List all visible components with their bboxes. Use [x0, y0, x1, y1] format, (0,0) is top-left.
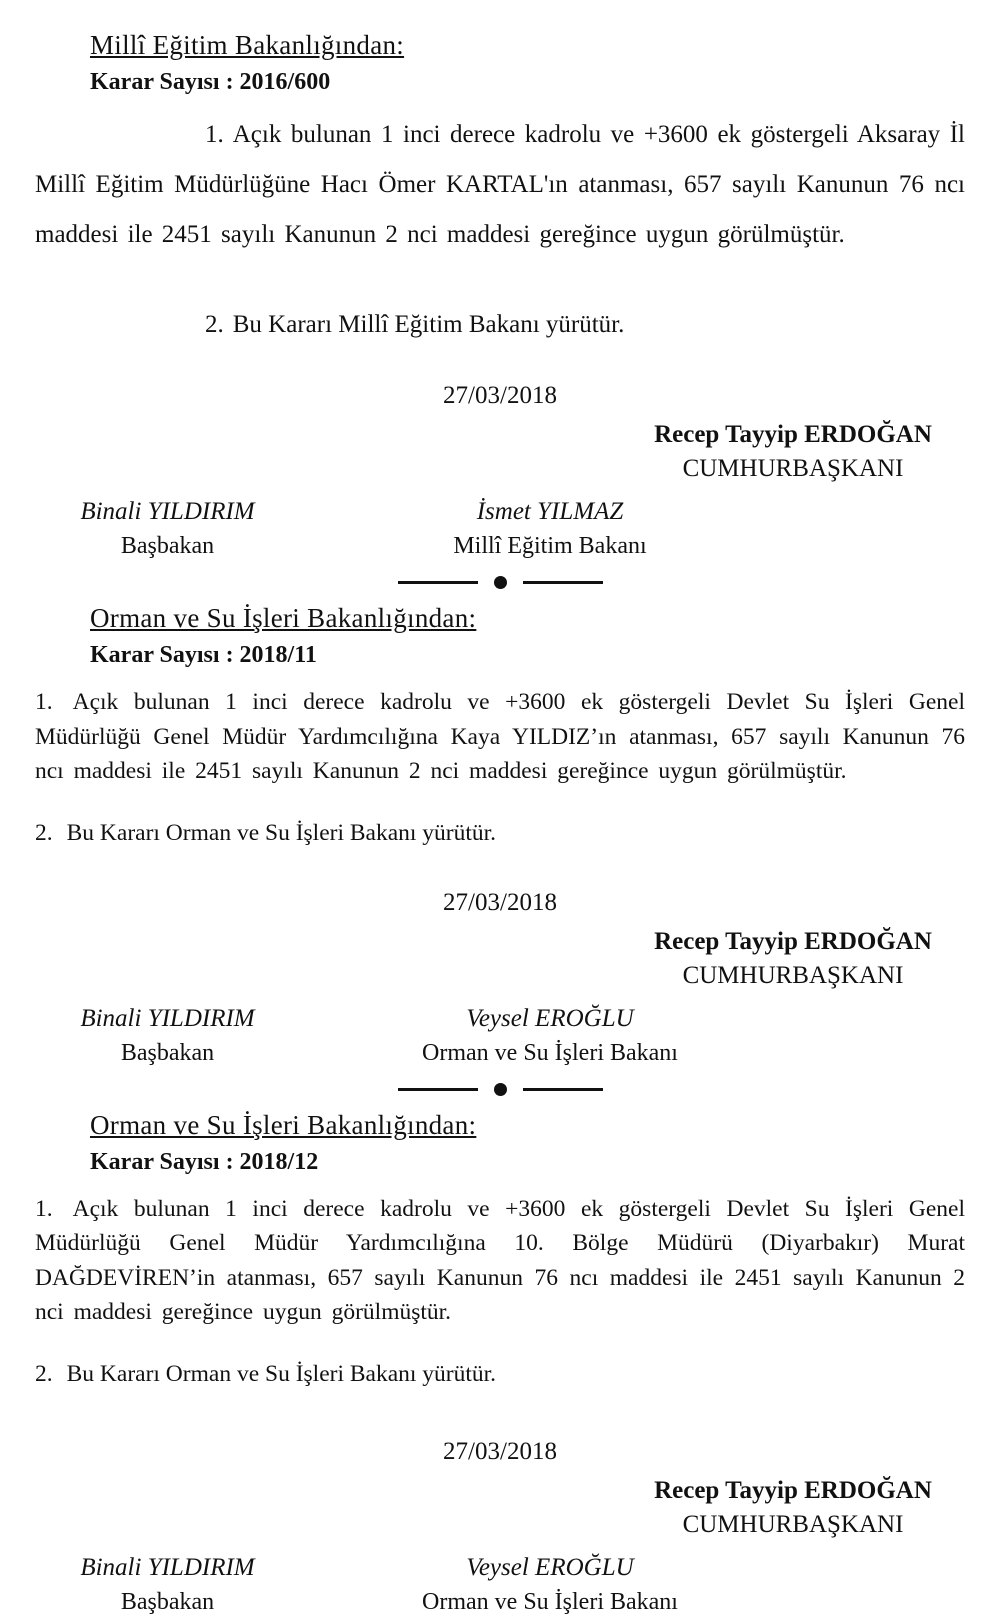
item-number: 2. — [35, 1360, 53, 1387]
president-name: Recep Tayyip ERDOĞAN — [654, 1476, 932, 1504]
decision-number: Karar Sayısı : 2016/600 — [90, 69, 331, 95]
separator-line — [523, 1088, 603, 1091]
signature-row — [0, 1003, 1000, 1069]
signatory-minister — [335, 1552, 765, 1618]
president-signature — [628, 925, 958, 993]
item-text: Açık bulunan 1 inci derece kadrolu ve +3600 ek göstergeli Devlet Su İşleri Genel Müdürlüğü Genel Müdür Yardımcılığına Kaya YILDIZ’ın atanması, 657 sayılı Kanunun 76 ncı maddesi ile 2451 sayılı Kanunun 2 nci maddesi gereğince uygun görülmüştür. — [35, 689, 965, 784]
signatory-title: Millî Eğitim Bakanı — [453, 533, 647, 559]
signature-row — [0, 496, 1000, 562]
item-number: 2. — [205, 311, 224, 338]
signatory-prime-minister — [0, 496, 335, 562]
president-title: CUMHURBAŞKANI — [682, 455, 904, 482]
item-text: Bu Kararı Millî Eğitim Bakanı yürütür. — [232, 311, 625, 338]
signatory-title: Orman ve Su İşleri Bakanı — [422, 1039, 678, 1066]
president-title: CUMHURBAŞKANI — [682, 1510, 904, 1538]
separator-dot — [494, 1083, 507, 1096]
president-title: CUMHURBAŞKANI — [682, 961, 904, 989]
signatory-title: Başbakan — [120, 1588, 215, 1615]
section-separator — [0, 1083, 1000, 1096]
item-text: Bu Kararı Orman ve Su İşleri Bakanı yürütür. — [66, 1360, 497, 1387]
decision-date: 27/03/2018 — [443, 1437, 557, 1465]
separator-dot — [494, 576, 507, 589]
decision-item-2 — [35, 819, 965, 847]
president-name: Recep Tayyip ERDOĞAN — [654, 927, 932, 955]
ministry-heading: Orman ve Su İşleri Bakanlığından: — [90, 1109, 477, 1140]
separator-line — [523, 581, 603, 584]
decision-section-orman-su-2 — [0, 1110, 1000, 1618]
decision-item-1 — [35, 685, 965, 789]
signatory-prime-minister — [0, 1003, 335, 1069]
signatory-name: İsmet YILMAZ — [476, 498, 624, 525]
signatory-name: Veysel EROĞLU — [466, 1553, 634, 1581]
section-separator — [0, 576, 1000, 589]
decision-item-2 — [35, 1360, 965, 1388]
item-number: 1. — [35, 689, 53, 715]
decision-date: 27/03/2018 — [443, 888, 557, 916]
separator-line — [398, 581, 478, 584]
decision-item-1 — [35, 110, 965, 260]
item-number: 1. — [35, 1195, 53, 1222]
item-number: 1. — [205, 121, 224, 148]
president-signature — [628, 1474, 958, 1542]
decision-section-milli-egitim — [0, 30, 1000, 589]
signatory-title: Orman ve Su İşleri Bakanı — [422, 1588, 678, 1615]
separator-line — [398, 1088, 478, 1091]
signatory-name: Binali YILDIRIM — [80, 498, 255, 525]
signatory-name: Binali YILDIRIM — [80, 1004, 255, 1032]
signature-row — [0, 1552, 1000, 1618]
signatory-minister — [335, 496, 765, 562]
decision-item-2 — [35, 310, 965, 340]
signatory-title: Başbakan — [120, 1039, 215, 1066]
item-number: 2. — [35, 819, 53, 846]
item-text: Bu Kararı Orman ve Su İşleri Bakanı yürütür. — [66, 819, 497, 846]
ministry-heading: Orman ve Su İşleri Bakanlığından: — [90, 603, 477, 633]
item-text: Açık bulunan 1 inci derece kadrolu ve +3600 ek göstergeli Aksaray İl Millî Eğitim Müdürlüğüne Hacı Ömer KARTAL'ın atanması, 657 sayılı Kanunun 76 ncı maddesi ile 2451 sayılı Kanunun 2 nci maddesi gereğince uygun görülmüştür. — [35, 121, 965, 248]
signatory-name: Binali YILDIRIM — [80, 1553, 255, 1581]
signatory-name: Veysel EROĞLU — [466, 1004, 634, 1032]
decision-date: 27/03/2018 — [443, 382, 557, 409]
president-name: Recep Tayyip ERDOĞAN — [654, 421, 932, 448]
decision-number: Karar Sayısı : 2018/11 — [90, 642, 317, 668]
president-signature — [628, 418, 958, 486]
signatory-title: Başbakan — [120, 533, 215, 559]
signatory-prime-minister — [0, 1552, 335, 1618]
decision-item-1 — [35, 1192, 965, 1330]
decision-section-orman-su-1 — [0, 603, 1000, 1096]
decision-number: Karar Sayısı : 2018/12 — [90, 1148, 319, 1175]
ministry-heading: Millî Eğitim Bakanlığından: — [90, 30, 405, 60]
signatory-minister — [335, 1003, 765, 1069]
item-text: Açık bulunan 1 inci derece kadrolu ve +3600 ek göstergeli Devlet Su İşleri Genel Müdürlüğü Genel Müdür Yardımcılığına 10. Bölge Müdürü (Diyarbakır) Murat DAĞDEVİREN’in atanması, 657 sayılı Kanunun 76 ncı maddesi ile 2451 sayılı Kanunun 2 nci maddesi gereğince uygun görülmüştür. — [35, 1195, 965, 1325]
